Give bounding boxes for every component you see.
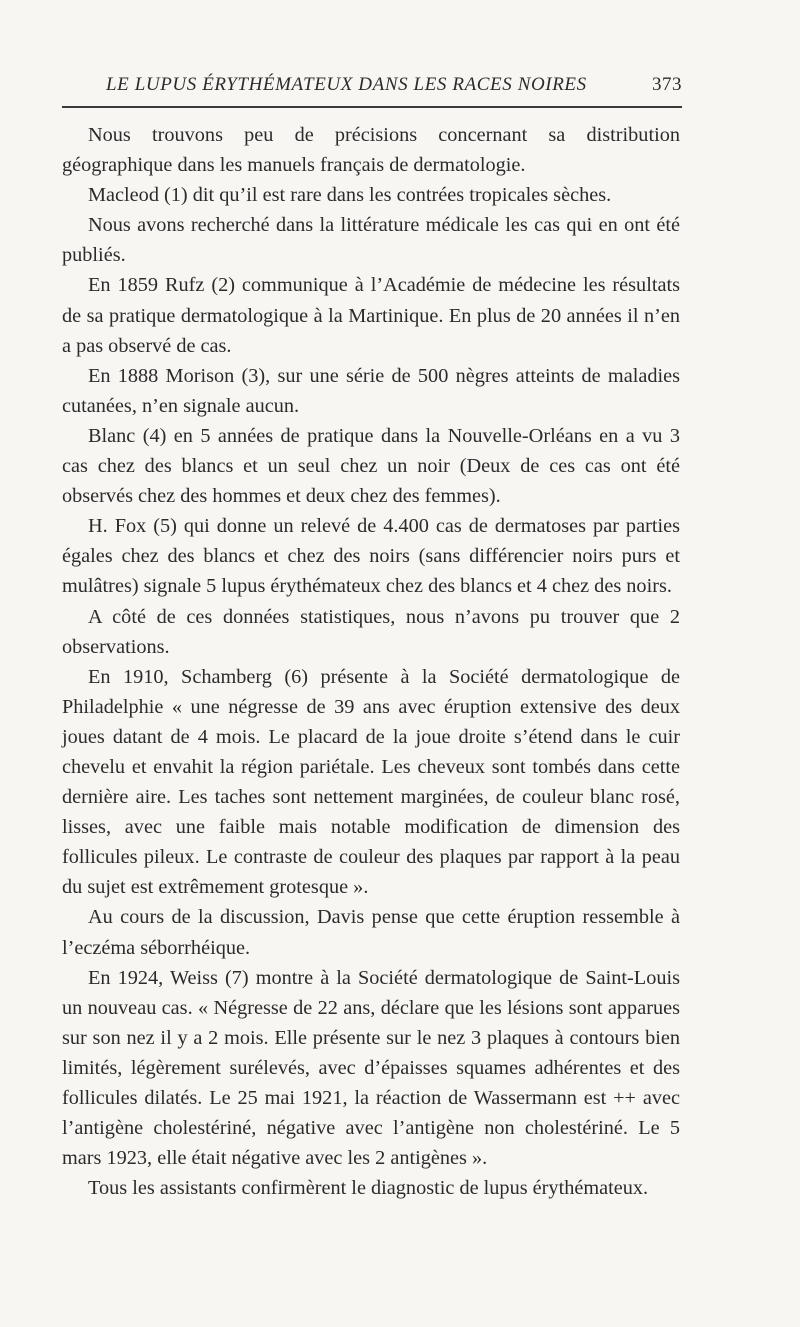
paragraph: A côté de ces données statistiques, nous n’avons pu trouver que 2 observations.	[62, 605, 680, 658]
paragraph: En 1859 Rufz (2) communique à l’Académie de médecine les résultats de sa pratique dermatologique à la Martinique. En plus de 20 années il n’en a pas observé de cas.	[62, 274, 680, 357]
paragraph: En 1888 Morison (3), sur une série de 500 nègres atteints de maladies cutanées, n’en signale aucun.	[62, 364, 680, 417]
page-number: 373	[652, 74, 682, 95]
paragraph: En 1910, Schamberg (6) présente à la Société dermatologique de Philadelphie « une négresse de 39 ans avec éruption extensive des deux joues datant de 4 mois. Le placard de la joue droite s’étend dans le cuir chevelu et envahit la région pariétale. Les cheveux sont tombés dans cette dernière aire. Les taches sont nettement marginées, de couleur blanc rosé, lisses, avec une faible mais notable modification de dimension des follicules pileux. Le contraste de couleur des plaques par rapport à la peau du sujet est extrêmement grotesque ».	[62, 665, 680, 899]
header-rule	[62, 106, 682, 108]
body-text	[62, 120, 680, 1203]
running-header	[62, 68, 680, 102]
running-title: LE LUPUS ÉRYTHÉMATEUX DANS LES RACES NOIRES	[106, 74, 587, 95]
paragraph: Blanc (4) en 5 années de pratique dans la Nouvelle-Orléans en a vu 3 cas chez des blancs et un seul chez un noir (Deux de ces cas ont été observés chez des hommes et deux chez des femmes).	[62, 424, 680, 508]
paragraph: H. Fox (5) qui donne un relevé de 4.400 cas de dermatoses par parties égales chez des blancs et chez des noirs (sans différencier noirs purs et mulâtres) signale 5 lupus érythémateux chez des blancs et 4 chez des noirs.	[62, 515, 680, 598]
paragraph: Macleod (1) dit qu’il est rare dans les contrées tropicales sèches.	[88, 184, 612, 207]
book-page	[62, 68, 680, 1203]
paragraph: Nous avons recherché dans la littérature médicale les cas qui en ont été publiés.	[62, 214, 680, 267]
paragraph: En 1924, Weiss (7) montre à la Société dermatologique de Saint-Louis un nouveau cas. « Négresse de 22 ans, déclare que les lésions sont apparues sur son nez il y a 2 mois. Elle présente sur le nez 3 plaques à contours bien limités, légèrement surélevés, avec d’épaisses squames adhérentes et des follicules dilatés. Le 25 mai 1921, la réaction de Wassermann est ++ avec l’antigène cholestériné, négative avec l’antigène non cholestériné. Le 5 mars 1923, elle était négative avec les 2 antigènes ».	[62, 966, 680, 1170]
paragraph: Nous trouvons peu de précisions concernant sa distribution géographique dans les manuels français de dermatologie.	[62, 124, 680, 177]
paragraph: Tous les assistants confirmèrent le diagnostic de lupus érythémateux.	[88, 1177, 649, 1200]
paragraph: Au cours de la discussion, Davis pense que cette éruption ressemble à l’eczéma séborrhéique.	[62, 906, 680, 959]
